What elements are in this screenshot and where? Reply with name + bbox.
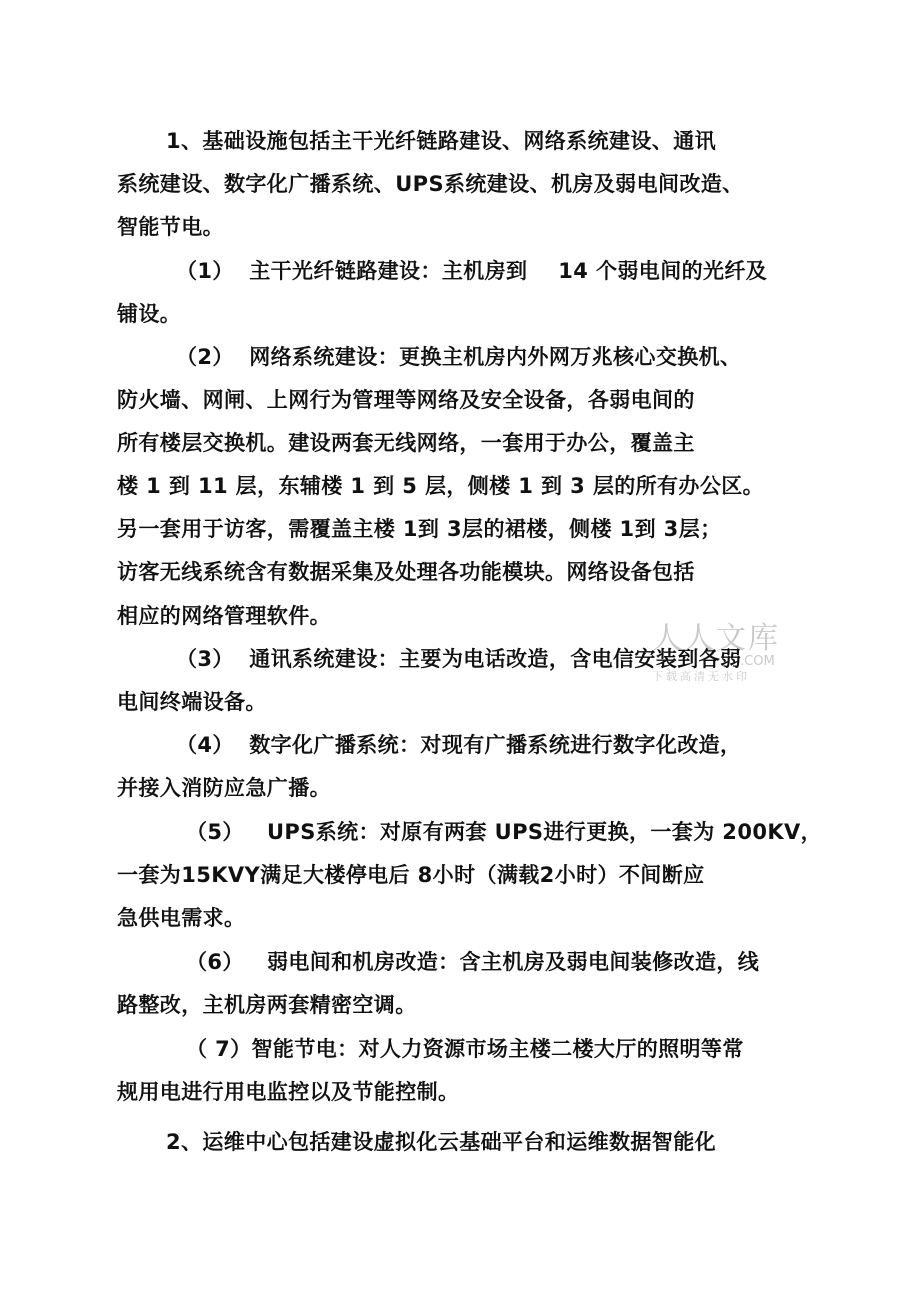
watermark-logo-text: 人人文库 [652,621,780,656]
text-line: 急供电需求。 [117,906,246,930]
text-line: 规用电进行用电监控以及节能控制。 [117,1080,460,1104]
text-line: 另一套用于访客，需覆盖主楼 1到 3层的裙楼，侧楼 1到 3层； [117,517,722,541]
text-line: （ 7）智能节电：对人力资源市场主楼二楼大厅的照明等常 [186,1037,744,1061]
watermark-domain: .COM [740,654,775,669]
text-line: （4） 数字化广播系统：对现有广播系统进行数字化改造， [176,733,742,757]
text-line: 智能节电。 [117,215,224,239]
text-line: 所有楼层交换机。建设两套无线网络，一套用于办公，覆盖主 [117,431,695,455]
text-line: （2） 网络系统建设：更换主机房内外网万兆核心交换机、 [176,345,742,369]
text-line: 一套为15KVY满足大楼停电后 8小时（满载2小时）不间断应 [117,863,705,887]
text-line: （6） 弱电间和机房改造：含主机房及弱电间装修改造，线 [186,950,760,974]
text-line: （1） 主干光纤链路建设：主机房到 14 个弱电间的光纤及 [176,259,768,283]
text-line: （3） 通讯系统建设：主要为电话改造，含电信安装到各弱 [176,647,742,671]
text-line: 电间终端设备。 [117,690,267,714]
text-line: 防火墙、网闸、上网行为管理等网络及安全设备，各弱电间的 [117,388,695,412]
text-line: 2、运维中心包括建设虚拟化云基础平台和运维数据智能化 [166,1130,717,1154]
text-line: 访客无线系统含有数据采集及处理各功能模块。网络设备包括 [117,560,695,584]
text-line: 路整改，主机房两套精密空调。 [117,993,417,1017]
text-line: 并接入消防应急广播。 [117,776,331,800]
text-line: 相应的网络管理软件。 [117,604,331,628]
watermark [652,621,780,683]
text-line: 楼 1 到 11 层，东辅楼 1 到 5 层，侧楼 1 到 3 层的所有办公区。 [117,474,765,498]
text-line: 1、基础设施包括主干光纤链路建设、网络系统建设、通讯 [166,129,717,153]
watermark-tagline: 下载高清无水印 [652,670,750,683]
text-line: 系统建设、数字化广播系统、UPS系统建设、机房及弱电间改造、 [117,172,744,196]
text-line: 铺设。 [117,302,182,326]
text-line: （5） UPS系统：对原有两套 UPS进行更换，一套为 200KV， [186,820,823,844]
